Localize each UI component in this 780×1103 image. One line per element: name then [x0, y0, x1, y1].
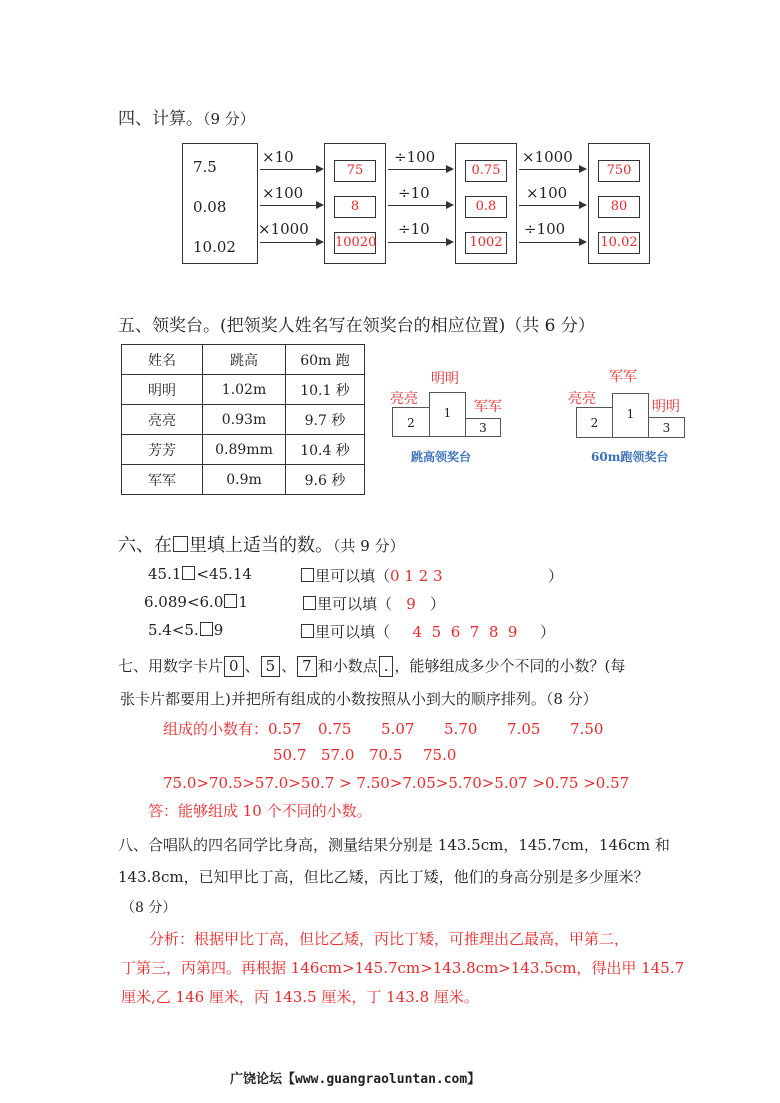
- podium2-step-3: 3: [648, 417, 685, 438]
- s7-answer-row2: 50.7 57.0 70.5 75.0: [273, 746, 457, 764]
- s7-line2: 张卡片都要用上)并把所有组成的小数按照从小到大的顺序排列。（8 分）: [120, 690, 598, 708]
- answer2-2: 0.8: [465, 196, 507, 218]
- answer3-2: 80: [598, 196, 640, 218]
- answer3-3: 10.02: [598, 232, 640, 254]
- table-cell: 0.89mm: [203, 435, 286, 465]
- s7-order: 75.0>70.5>57.0>50.7 > 7.50>7.05>5.70>5.07 >0.75 >0.57: [163, 774, 630, 792]
- op1-3: ×1000: [258, 220, 309, 238]
- arrow3-3: [519, 242, 585, 243]
- number-2: 0.08: [193, 198, 227, 216]
- score-table: [121, 344, 365, 495]
- s8-line1: 八、合唱队的四名同学比身高，测量结果分别是 143.5cm，145.7cm，146cm 和: [118, 836, 670, 854]
- arrow2-2: [388, 205, 452, 206]
- podium2-second-name: 亮亮: [568, 391, 596, 407]
- podium2-caption: 60m跑领奖台: [591, 450, 669, 464]
- table-cell: 0.93m: [203, 405, 286, 435]
- table-cell: 9.6 秒: [286, 465, 365, 495]
- s8-analysis-3: 厘米,乙 146 厘米，丙 143.5 厘米，丁 143.8 厘米。: [121, 988, 479, 1006]
- arrow3-1: [519, 169, 585, 170]
- s6-expr-1: 45.1 <45.14: [148, 565, 252, 583]
- digit-card-0: 0: [224, 656, 244, 677]
- op2-1: ÷100: [394, 148, 436, 166]
- s8-analysis-1: 分析：根据甲比丁高，但比乙矮，丙比丁矮，可推理出乙最高，甲第二，: [149, 930, 630, 948]
- blank-square: [173, 536, 188, 552]
- s6-expr-2: 6.089<6.0 1: [144, 593, 248, 611]
- s6-expr-3: 5.4<5. 9: [148, 621, 224, 639]
- table-cell: 亮亮: [122, 405, 203, 435]
- podium2-step-2: 2: [576, 407, 613, 438]
- s7-answer-row1: 组成的小数有：0.57 0.75 5.07 5.70 7.05 7.50: [163, 720, 604, 738]
- table-header: 60m 跑: [286, 345, 365, 375]
- table-header: 姓名: [122, 345, 203, 375]
- s7-line1: 七、用数字卡片 0 、 5 、 7 和小数点 . ，能够组成多少个不同的小数？(每: [118, 657, 626, 675]
- s6-fill-3: 里可以填（ 4 5 6 7 8 9 ）: [300, 621, 555, 642]
- section5-title: 五、领奖台。(把领奖人姓名写在领奖台的相应位置)（共 6 分）: [118, 316, 595, 336]
- section6-title: 六、在 里填上适当的数。（共 9 分）: [118, 535, 405, 556]
- table-row: [122, 375, 365, 405]
- table-cell: 1.02m: [203, 375, 286, 405]
- footer-site: 广饶论坛: [230, 1072, 283, 1087]
- op2-2: ÷10: [398, 184, 430, 202]
- digit-card-7: 7: [297, 656, 317, 677]
- arrow1-3: [260, 242, 322, 243]
- op1-1: ×10: [262, 148, 294, 166]
- podium1-step-3: 3: [465, 418, 501, 437]
- answer3-1: 750: [598, 160, 640, 182]
- op2-3: ÷10: [398, 220, 430, 238]
- podium1-third-name: 军军: [474, 399, 502, 415]
- table-cell: 芳芳: [122, 435, 203, 465]
- number-1: 7.5: [193, 158, 217, 176]
- podium2-third-name: 明明: [652, 399, 680, 415]
- op3-1: ×1000: [522, 148, 573, 166]
- podium1-first-name: 明明: [431, 371, 459, 387]
- answer2-1: 0.75: [465, 160, 507, 182]
- table-header-row: [122, 345, 365, 375]
- arrow2-3: [388, 242, 452, 243]
- arrow1-2: [260, 205, 322, 206]
- podium1-caption: 跳高领奖台: [411, 450, 472, 464]
- section4-title: 四、计算。（9 分）: [118, 109, 255, 129]
- op3-3: ÷100: [524, 220, 566, 238]
- op1-2: ×100: [262, 184, 304, 202]
- s6-fill-2: 里可以填（ 9 ）: [302, 593, 445, 614]
- table-header: 跳高: [203, 345, 286, 375]
- s8-score: （8 分）: [121, 900, 177, 916]
- podium2-first-name: 军军: [609, 369, 637, 385]
- op3-2: ×100: [526, 184, 568, 202]
- decimal-point-card: .: [379, 656, 394, 677]
- podium2-step-1: 1: [612, 393, 649, 438]
- table-cell: 10.4 秒: [286, 435, 365, 465]
- answer1-1: 75: [334, 160, 376, 182]
- table-cell: 明明: [122, 375, 203, 405]
- digit-card-5: 5: [261, 656, 281, 677]
- arrow1-1: [260, 169, 322, 170]
- s6-fill-1: 里可以填（0 1 2 3 ）: [300, 565, 563, 586]
- number-3: 10.02: [193, 238, 236, 256]
- podium1-step-2: 2: [392, 407, 430, 437]
- footer: [230, 1068, 480, 1087]
- answer1-3: 10020: [334, 232, 376, 254]
- s7-conclusion: 答：能够组成 10 个不同的小数。: [148, 802, 372, 820]
- podium1-step-1: 1: [429, 392, 466, 437]
- arrow3-2: [519, 205, 585, 206]
- table-row: [122, 405, 365, 435]
- footer-url[interactable]: 【www.guangraoluntan.com】: [282, 1072, 481, 1087]
- s8-analysis-2: 丁第三，丙第四。再根据 146cm>145.7cm>143.8cm>143.5cm，得出甲 145.7: [121, 959, 685, 977]
- table-cell: 0.9m: [203, 465, 286, 495]
- table-cell: 9.7 秒: [286, 405, 365, 435]
- table-cell: 10.1 秒: [286, 375, 365, 405]
- table-cell: 军军: [122, 465, 203, 495]
- table-row: [122, 435, 365, 465]
- arrow2-1: [388, 169, 452, 170]
- answer2-3: 1002: [465, 232, 507, 254]
- podium1-second-name: 亮亮: [390, 391, 418, 407]
- answer1-2: 8: [334, 196, 376, 218]
- s8-line2: 143.8cm，已知甲比丁高，但比乙矮，丙比丁矮，他们的身高分别是多少厘米？: [118, 868, 649, 886]
- table-row: [122, 465, 365, 495]
